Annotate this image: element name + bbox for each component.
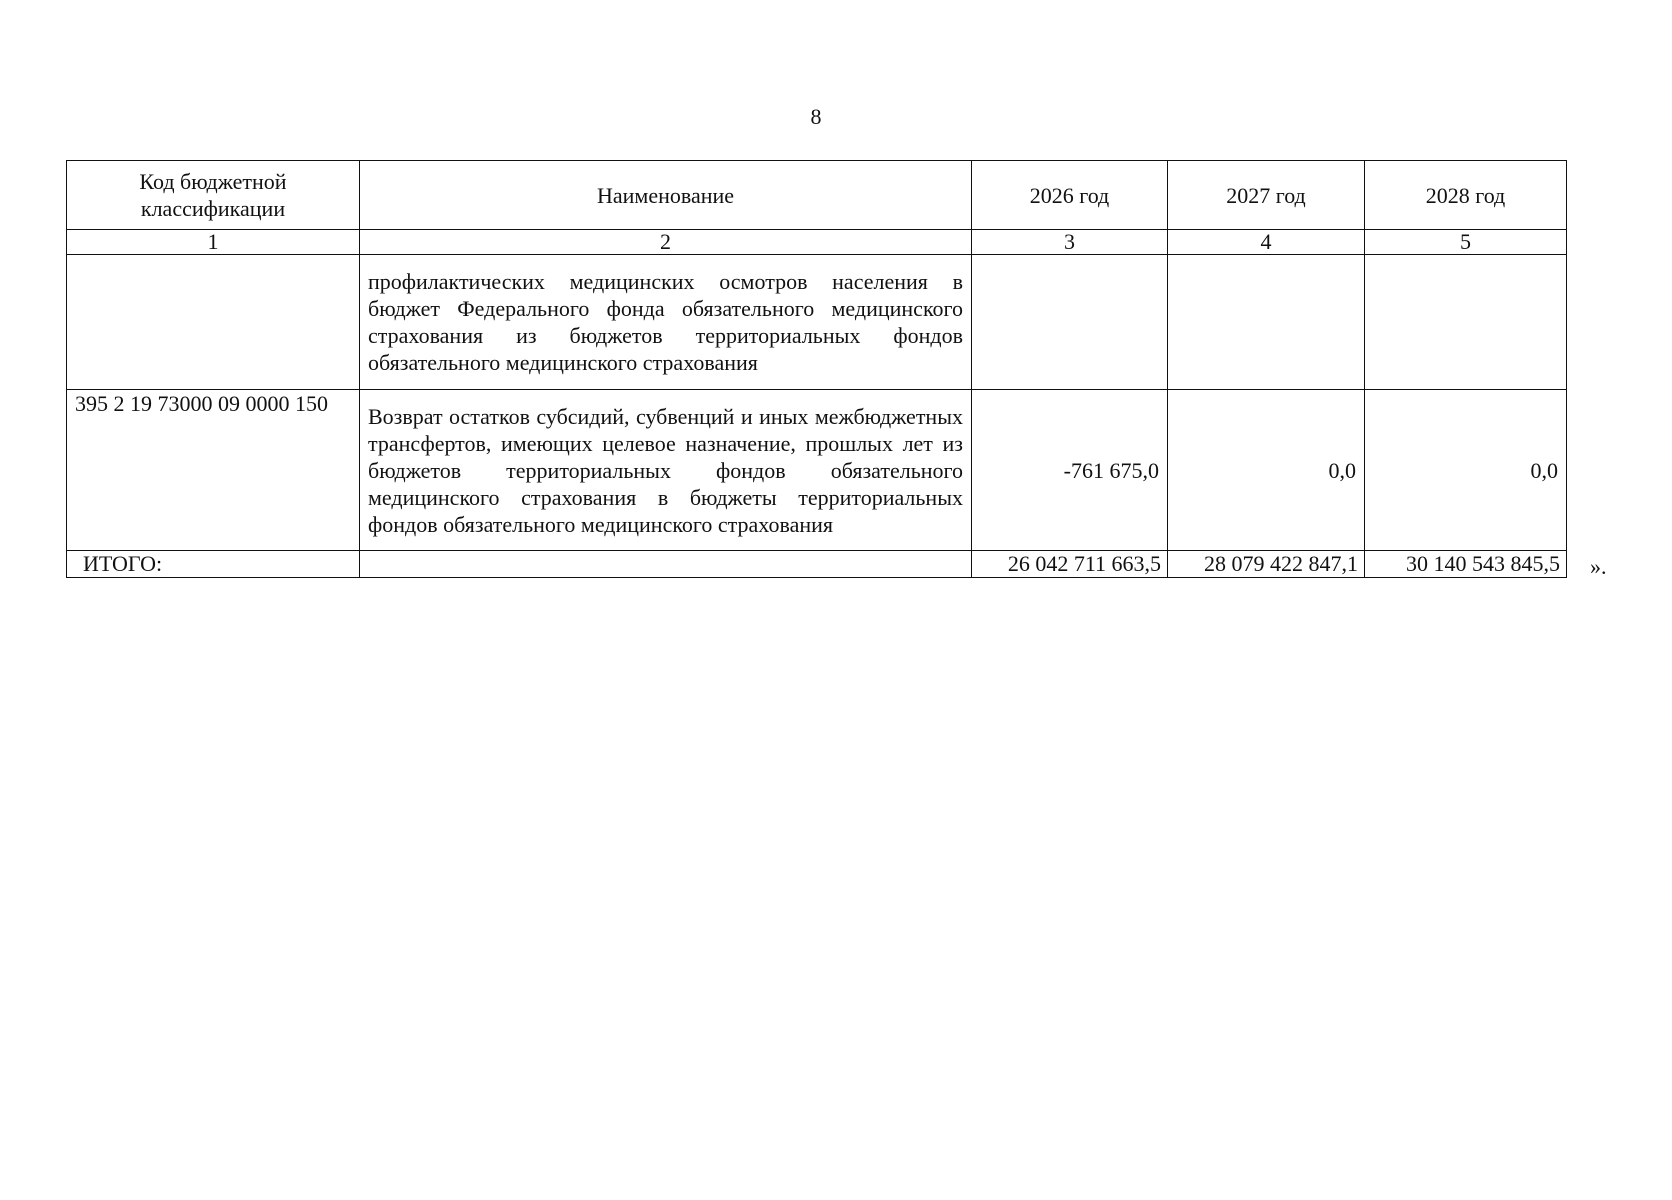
column-index: 1 [67, 230, 360, 255]
closing-quote-mark: ». [1590, 554, 1607, 579]
header-name: Наименование [360, 161, 972, 230]
total-row [67, 551, 1567, 578]
total-2026: 26 042 711 663,5 [972, 551, 1168, 578]
table-header-row [67, 161, 1567, 230]
row-value-2027 [1168, 255, 1365, 390]
row-code: 395 2 19 73000 09 0000 150 [67, 390, 360, 551]
total-2027: 28 079 422 847,1 [1168, 551, 1365, 578]
table-row [67, 255, 1567, 390]
header-code: Код бюджетной классификации [67, 161, 360, 230]
row-name: Возврат остатков субсидий, субвенций и иных межбюджетных трансфертов, имеющих целевое назначение, прошлых лет из бюджетов территориальных фондов обязательного медицинского страхования в бюджеты территориальных фондов обязательного медицинского страхования [360, 390, 972, 551]
row-value-2027: 0,0 [1168, 390, 1365, 551]
column-index: 5 [1365, 230, 1567, 255]
header-2026: 2026 год [972, 161, 1168, 230]
page-number: 8 [810, 104, 822, 129]
column-index: 2 [360, 230, 972, 255]
row-value-2028 [1365, 255, 1567, 390]
header-2028: 2028 год [1365, 161, 1567, 230]
total-empty-cell [360, 551, 972, 578]
row-value-2026: -761 675,0 [972, 390, 1168, 551]
row-name: профилактических медицинских осмотров населения в бюджет Федерального фонда обязательного медицинского страхования из бюджетов территориальных фондов обязательного медицинского страхования [360, 255, 972, 390]
column-index: 4 [1168, 230, 1365, 255]
table-row [67, 390, 1567, 551]
total-2028: 30 140 543 845,5 [1365, 551, 1567, 578]
column-index-row [67, 230, 1567, 255]
row-value-2026 [972, 255, 1168, 390]
row-value-2028: 0,0 [1365, 390, 1567, 551]
row-code [67, 255, 360, 390]
column-index: 3 [972, 230, 1168, 255]
header-2027: 2027 год [1168, 161, 1365, 230]
budget-table [66, 160, 1567, 578]
total-label: ИТОГО: [67, 551, 360, 578]
